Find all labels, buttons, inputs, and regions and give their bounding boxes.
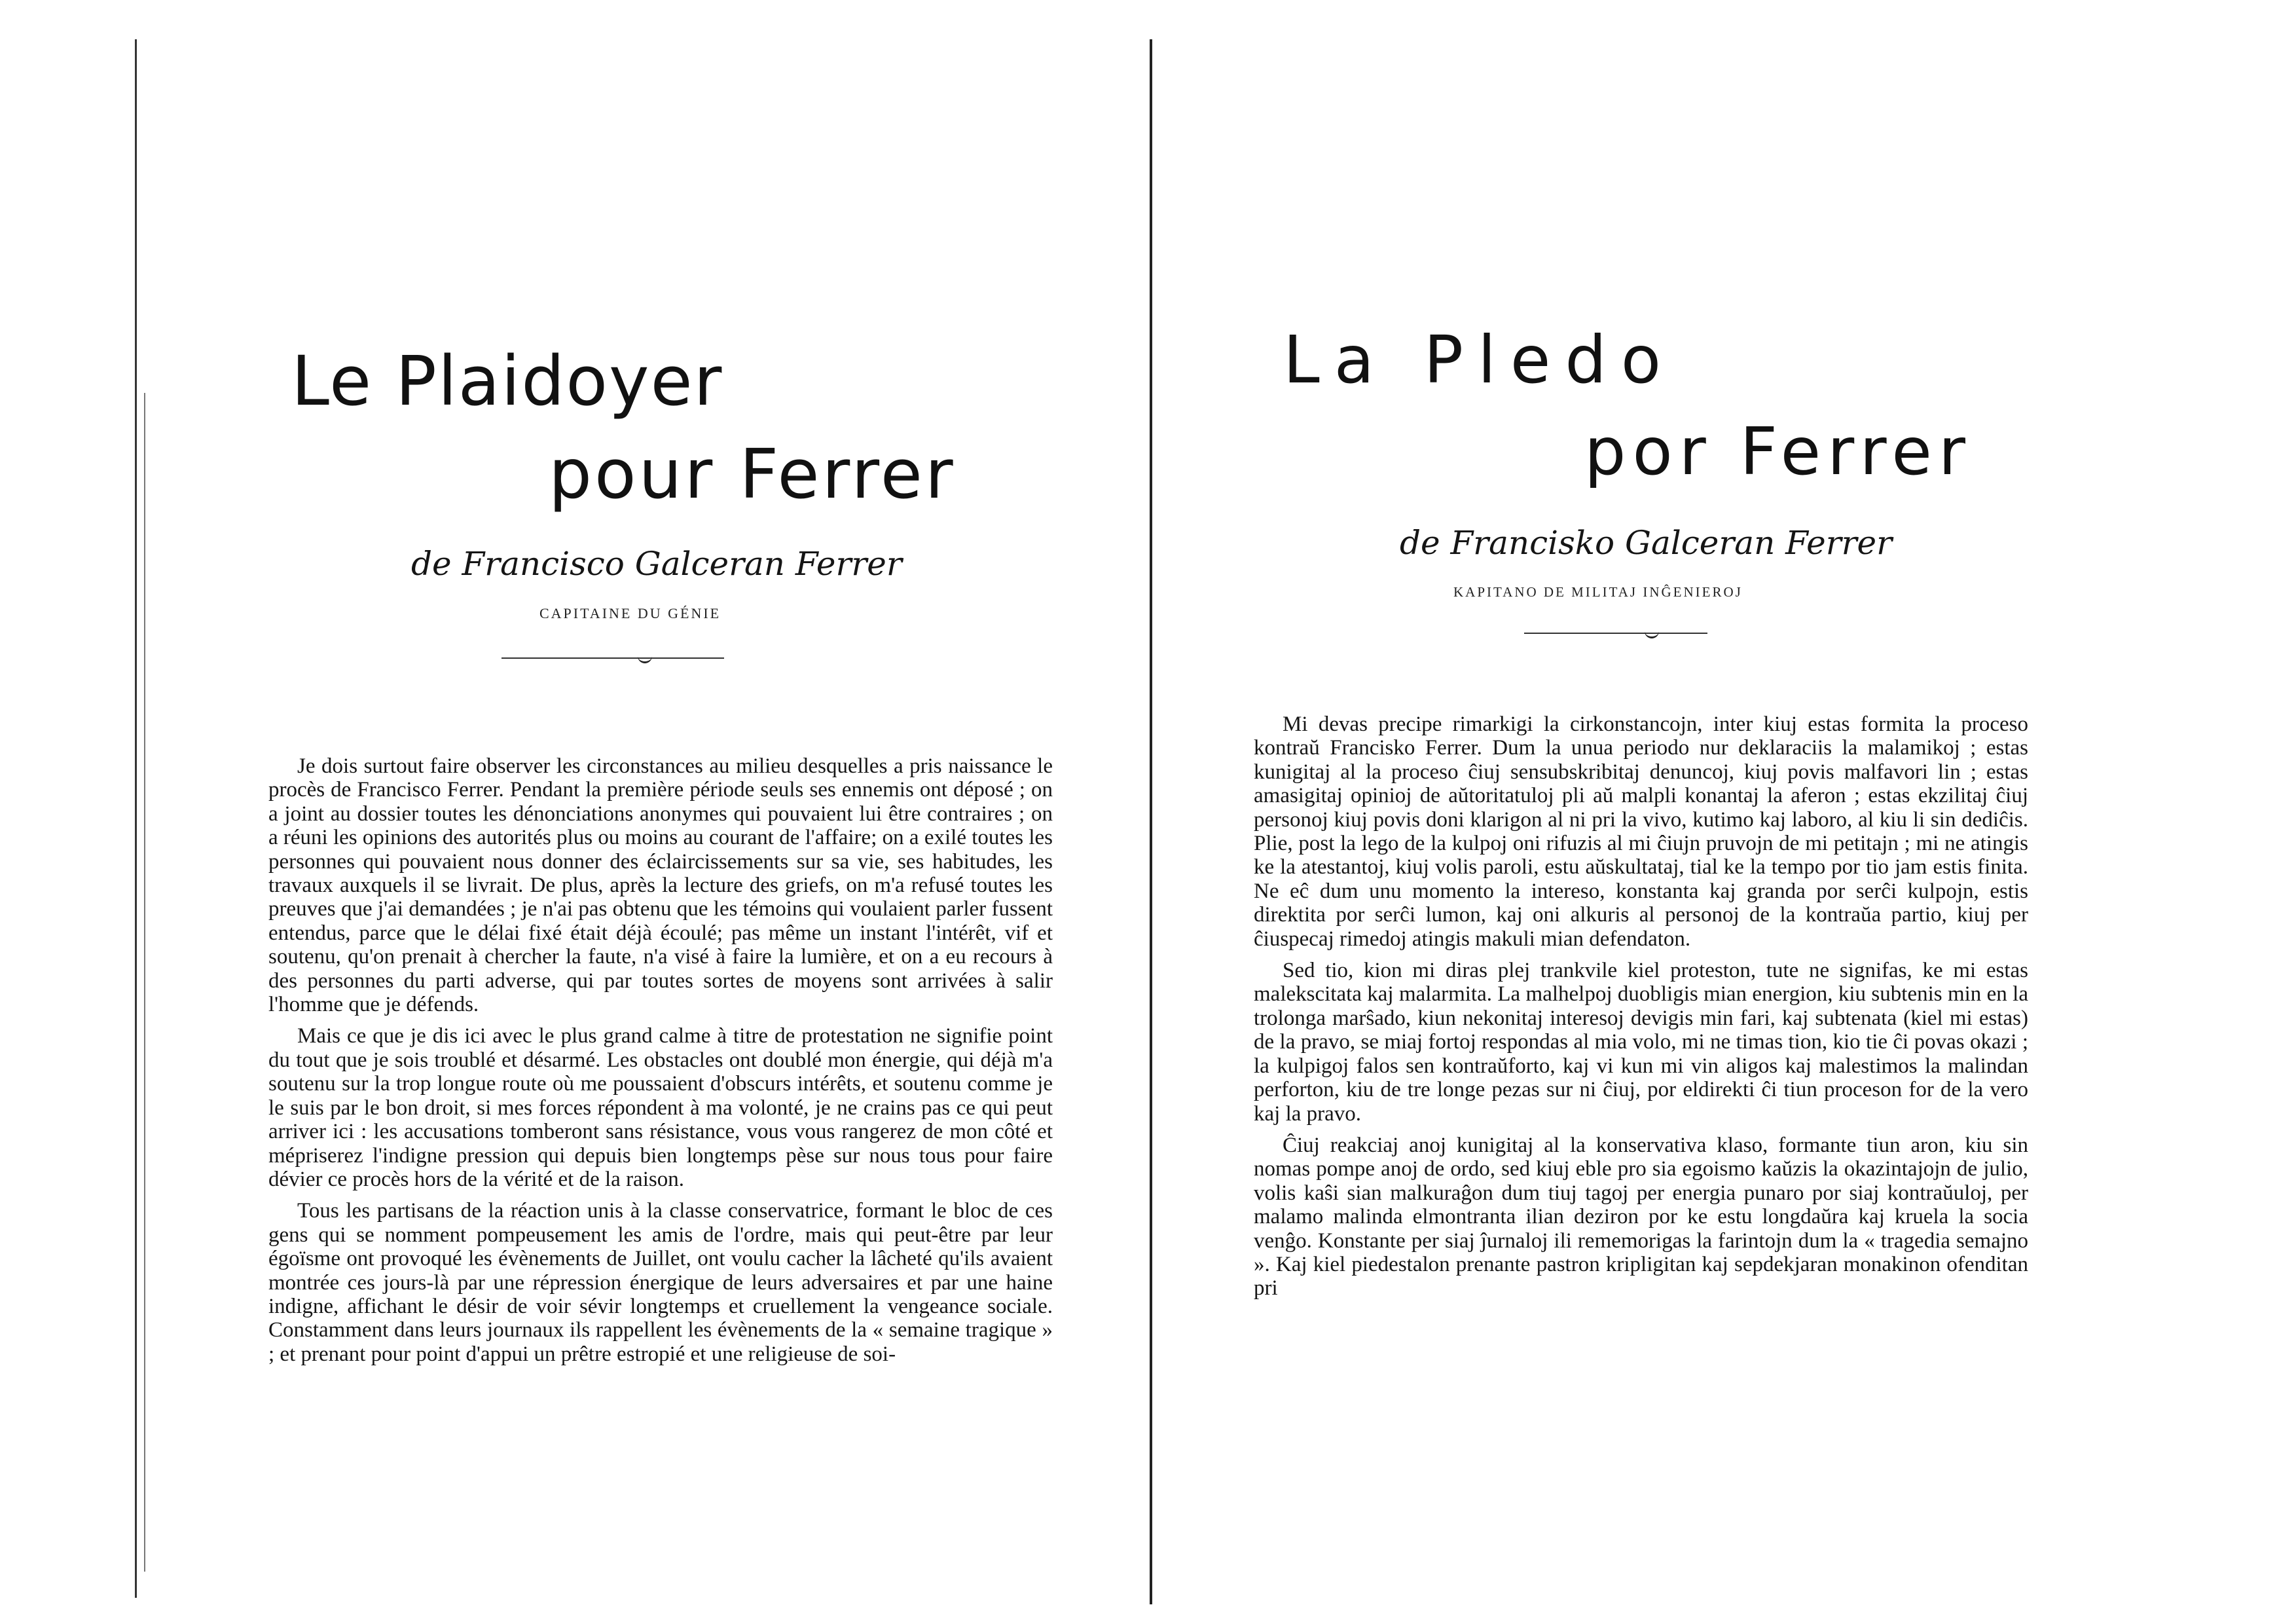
- right-paragraph-1: Mi devas precipe rimarkigi la cirkonstancojn, inter kiuj estas formita la proceso kontraŭ Francisko Ferrer. Dum la unua periodo nur deklaraciis la malamikoj ; estas kunigitaj al la proceso ĉiuj sensubskribitaj denuncoj, kiuj povis malfavori lin ; estas amasigitaj opinioj de aŭtoritatuloj pli aŭ malpli konantaj la aferon ; estas ekzilitaj ĉiuj personoj kiuj povis doni klarigon al ni pri la vivo, kutimo kaj laboro, al kiu li sin dediĉis. Plie, post la lego de la kulpoj oni rifuzis al mi ĉiujn pruvojn de mi petitajn ; mi ne atingis ke la atestantoj, kiuj volis paroli, estu aŭskultataj, tial ke la tempo por tio jam estis finita. Ne eĉ dum unu momento la intereso, konstanta kaj granda por serĉi kulpojn, estis direktita por serĉi lumon, kaj oni alkuris al personoj de la kontraŭa partio, kiuj per ĉiuspecaj rimedoj atingis makuli mian defendaton.: [1254, 712, 2028, 951]
- right-divider-ornament: [1645, 630, 1659, 638]
- left-author: de Francisco Galceran Ferrer: [411, 545, 902, 583]
- right-page-esperanto: [1152, 0, 2296, 1624]
- left-title-line2: pour Ferrer: [549, 434, 956, 514]
- right-paragraph-3: Ĉiuj reakciaj anoj kunigitaj al la konservativa klaso, formante tiun aron, kiu sin nomas pompe anoj de ordo, sed kiuj eble pro sia egoismo kaŭzis la okazintajojn de julio, volis kaŝi sian malkuraĝon dum tiuj tagoj per energia punaro por siaj kontraŭuloj, per malamo malinda elmontranta ilian deziron por ke estu longdaŭra kaj kruela la socia venĝo. Konstante per siaj ĵurnaloj ili rememorigas la farintojn dum la « tragedia semajno ». Kaj kiel piedestalon prenante pastron kripligitan kaj sepdekjaran monakinon ofenditan pri: [1254, 1133, 2028, 1301]
- left-paragraph-2: Mais ce que je dis ici avec le plus grand calme à titre de protestation ne signifie point du tout que je sois troublé et désarmé. Les obstacles ont doublé mon énergie, qui déjà m'a soutenu sur la trop longue route où me poussaient d'obscurs intérêts, et soutenu comme je le suis par le bon droit, si mes forces répondent à ma volonté, je ne crains pas ce qui peut arriver ici : les accusations tomberont sans résistance, vous vous rangerez de mon côté et mépriserez l'indigne pression qui depuis bien longtemps pèse sur nous tous pour faire dévier ce procès hors de la vérité et de la raison.: [268, 1024, 1053, 1191]
- right-paragraph-2: Sed tio, kion mi diras plej trankvile kiel proteston, tute ne signifas, ke mi estas malekscitata kaj malarmita. La malhelpoj duobligis mian energion, kiu subtenis min en la trolonga marŝado, kiun nekonitaj interesoj devigis min fari, kaj subtenata (kiel mi estas) de la pravo, se miaj fortoj respondas al mia volo, mi ne timas tion, kio tie ĉi povas okazi ; la kulpigoj falos sen kontraŭforto, kaj vi kun mi vin aligos kaj malestimos la malindan perforton, kiu de tre longe pezas sur ni ĉiuj, por eldirekti ĉi tiun proceson for de la vero kaj la pravo.: [1254, 959, 2028, 1126]
- left-rank: CAPITAINE DU GÉNIE: [539, 605, 721, 621]
- left-body-text: [268, 754, 1053, 1374]
- right-title-line1: La Pledo: [1283, 322, 1676, 398]
- left-paragraph-3: Tous les partisans de la réaction unis à la classe conservatrice, formant le bloc de ces gens qui se nomment pompeusement les amis de l'ordre, mais qui peut-être par leur égoïsme ont provoqué les évènements de Juillet, ont voulu cacher la lâcheté qu'ils avaient montrée ces jours-là par une répression énergique de leurs adversaires et par une haine indigne, affichant le désir de voir sévir longtemps et cruellement la vengeance sociale. Constamment dans leurs journaux ils rappellent les évènements de la « semaine tragique » ; et prenant pour point d'appui un prêtre estropié et une religieuse de soi-: [268, 1199, 1053, 1366]
- left-divider-ornament: [638, 655, 652, 663]
- right-title-line2: por Ferrer: [1584, 413, 1973, 490]
- left-title-line1: Le Plaidoyer: [291, 341, 723, 421]
- left-paragraph-1: Je dois surtout faire observer les circonstances au milieu desquelles a pris naissance le procès de Francisco Ferrer. Pendant la première période seuls ses ennemis ont déposé ; on a joint au dossier toutes les dénonciations anonymes qui pouvaient lui être contraires ; on a réuni les opinions des autorités plus ou moins au courant de l'affaire; on a exilé toutes les personnes qui pouvaient nous donner des éclaircissements sur sa vie, ses habitudes, les travaux auxquels il se livrait. De plus, après la lecture des griefs, on m'a refusé toutes les preuves que j'ai demandées ; je n'ai pas obtenu que les témoins qui voulaient parler fussent entendus, parce que le délai fixé était déjà écoulé; pas même un instant l'intérêt, vif et soutenu, qu'on prenait à chercher la faute, n'a visé à faire la lumière, et on a eu recours à des personnes du parti adverse, qui par toutes sortes de moyens sont arrivées à salir l'homme que je défends.: [268, 754, 1053, 1017]
- right-divider: [1524, 633, 1707, 634]
- left-divider: [501, 657, 724, 659]
- right-author: de Francisko Galceran Ferrer: [1400, 524, 1893, 562]
- right-rank: KAPITANO DE MILITAJ INĜENIEROJ: [1453, 584, 1743, 600]
- right-body-text: [1254, 712, 2028, 1308]
